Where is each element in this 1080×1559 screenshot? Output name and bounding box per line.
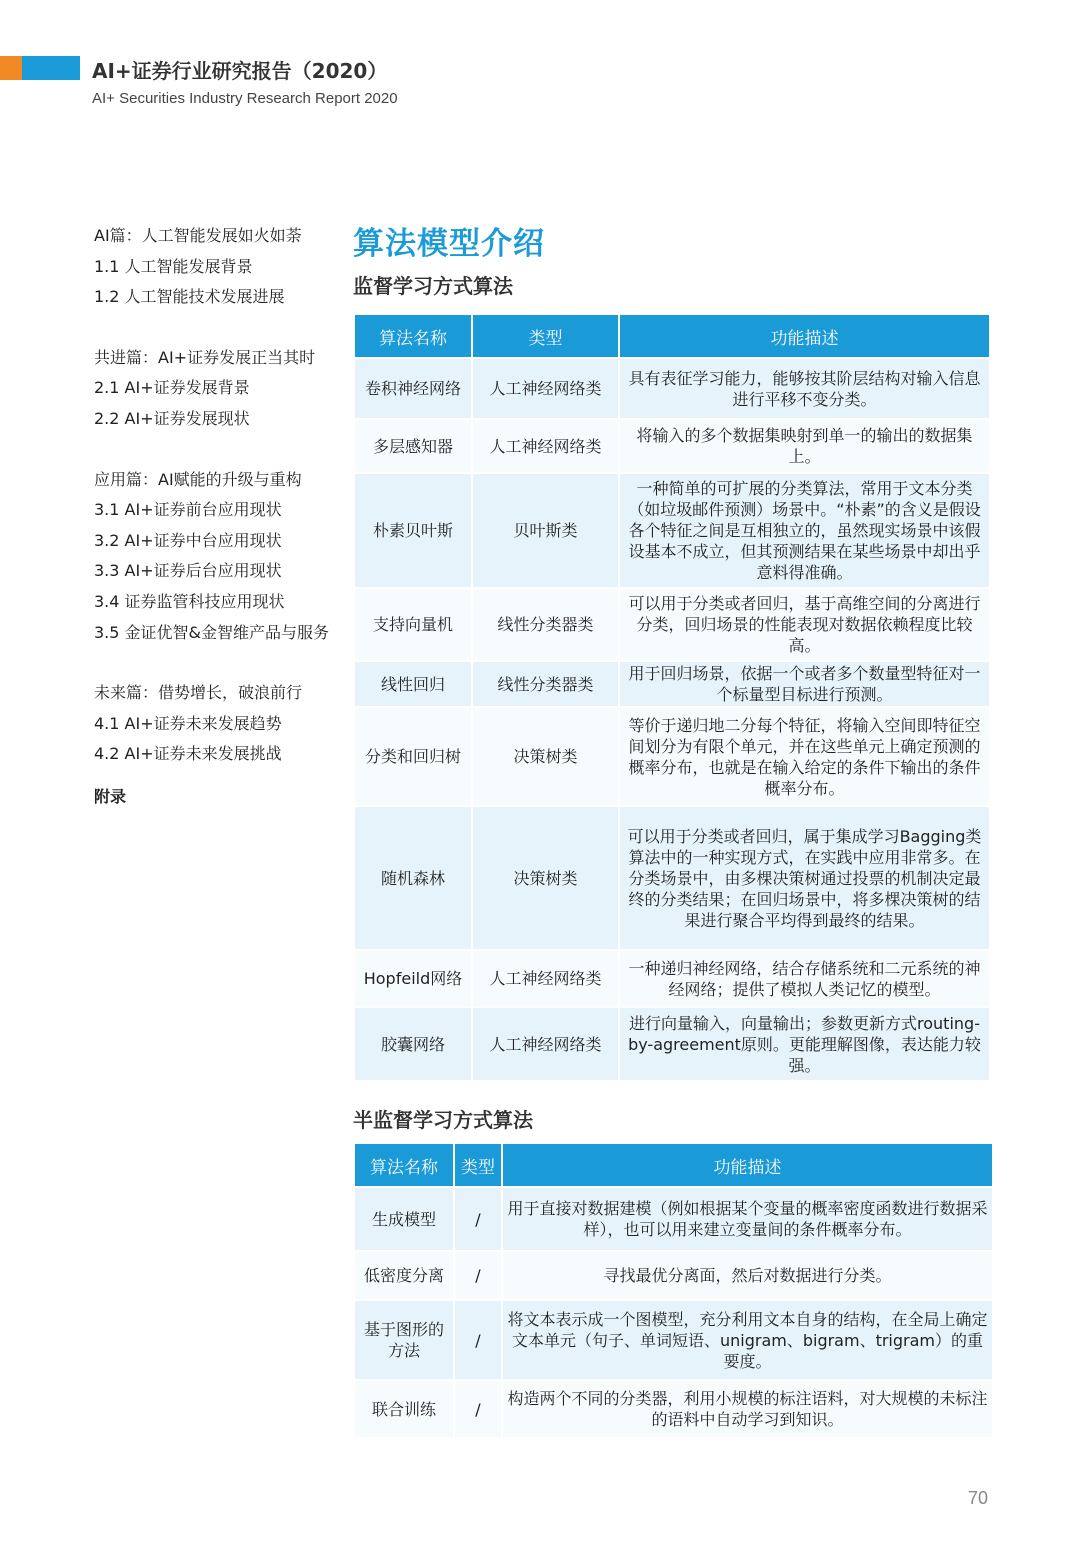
header-accent-orange bbox=[0, 56, 22, 80]
algorithm-name: 多层感知器 bbox=[354, 419, 472, 473]
algorithm-type: 线性分类器类 bbox=[472, 661, 619, 707]
toc-item[interactable]: 2.2 AI+证券发展现状 bbox=[94, 408, 250, 428]
algorithm-type: 决策树类 bbox=[472, 806, 619, 950]
algorithm-description: 一种递归神经网络，结合存储系统和二元系统的神经网络；提供了模拟人类记忆的模型。 bbox=[619, 950, 990, 1007]
algorithm-description: 寻找最优分离面，然后对数据进行分类。 bbox=[502, 1251, 993, 1300]
table-row bbox=[354, 1187, 993, 1251]
table-row bbox=[354, 806, 990, 950]
table-row bbox=[354, 588, 990, 661]
table-row bbox=[354, 661, 990, 707]
column-header: 类型 bbox=[454, 1143, 502, 1187]
algorithm-type: / bbox=[454, 1300, 502, 1380]
algorithm-description: 用于回归场景，依据一个或者多个数量型特征对一个标量型目标进行预测。 bbox=[619, 661, 990, 707]
algorithm-name: 随机森林 bbox=[354, 806, 472, 950]
toc-item[interactable]: 未来篇：借势增长，破浪前行 bbox=[94, 683, 303, 703]
algorithm-type: 贝叶斯类 bbox=[472, 473, 619, 588]
algorithm-type: 决策树类 bbox=[472, 707, 619, 806]
toc-item[interactable]: 应用篇：AI赋能的升级与重构 bbox=[94, 469, 302, 489]
table-row bbox=[354, 473, 990, 588]
column-header: 类型 bbox=[472, 314, 619, 358]
toc-item[interactable]: 4.2 AI+证券未来发展挑战 bbox=[94, 744, 282, 764]
algorithm-description: 可以用于分类或者回归，属于集成学习Bagging类算法中的一种实现方式，在实践中应用非常多。在分类场景中，由多棵决策树通过投票的机制决定最终的分类结果；在回归场景中，将多棵决策树的结果进行聚合平均得到最终的结果。 bbox=[619, 806, 990, 950]
table-header-row bbox=[354, 1143, 993, 1187]
table-row bbox=[354, 1380, 993, 1438]
algorithm-name: 朴素贝叶斯 bbox=[354, 473, 472, 588]
toc-item[interactable]: 共进篇：AI+证券发展正当其时 bbox=[94, 347, 316, 367]
toc-group-future bbox=[94, 681, 354, 773]
column-header: 算法名称 bbox=[354, 314, 472, 358]
report-subtitle: AI+ Securities Industry Research Report 2020 bbox=[92, 90, 398, 107]
algorithm-description: 将文本表示成一个图模型，充分利用文本自身的结构，在全局上确定文本单元（句子、单词短语、unigram、bigram、trigram）的重要度。 bbox=[502, 1300, 993, 1380]
algorithm-type: 人工神经网络类 bbox=[472, 419, 619, 473]
algorithm-type: / bbox=[454, 1187, 502, 1251]
report-title: AI+证券行业研究报告（2020） bbox=[92, 59, 388, 83]
toc-group-cooperation bbox=[94, 346, 354, 438]
algorithm-name: 支持向量机 bbox=[354, 588, 472, 661]
table-row bbox=[354, 1007, 990, 1081]
column-header: 算法名称 bbox=[354, 1143, 454, 1187]
algorithm-name: 基于图形的方法 bbox=[354, 1300, 454, 1380]
algorithm-description: 一种简单的可扩展的分类算法，常用于文本分类（如垃圾邮件预测）场景中。“朴素”的含义是假设各个特征之间是互相独立的，虽然现实场景中该假设基本不成立，但其预测结果在某些场景中却出乎意料得准确。 bbox=[619, 473, 990, 588]
page-title: 算法模型介绍 bbox=[353, 226, 545, 262]
toc-item[interactable]: 3.3 AI+证券后台应用现状 bbox=[94, 561, 282, 581]
toc-group-ai bbox=[94, 224, 354, 316]
semi-supervised-algorithm-table bbox=[353, 1142, 994, 1439]
column-header: 功能描述 bbox=[502, 1143, 993, 1187]
toc-item[interactable]: 3.2 AI+证券中台应用现状 bbox=[94, 530, 282, 550]
algorithm-description: 构造两个不同的分类器，利用小规模的标注语料，对大规模的未标注的语料中自动学习到知识。 bbox=[502, 1380, 993, 1438]
algorithm-name: 联合训练 bbox=[354, 1380, 454, 1438]
algorithm-type: 人工神经网络类 bbox=[472, 1007, 619, 1081]
toc-item[interactable]: 3.1 AI+证券前台应用现状 bbox=[94, 500, 282, 520]
toc-item[interactable]: 1.1 人工智能发展背景 bbox=[94, 256, 253, 276]
algorithm-name: 卷积神经网络 bbox=[354, 358, 472, 419]
table-row bbox=[354, 1251, 993, 1300]
table-header-row bbox=[354, 314, 990, 358]
toc-item[interactable]: 4.1 AI+证券未来发展趋势 bbox=[94, 713, 282, 733]
column-header: 功能描述 bbox=[619, 314, 990, 358]
toc-item[interactable]: AI篇：人工智能发展如火如荼 bbox=[94, 226, 302, 245]
toc-item[interactable]: 1.2 人工智能技术发展进展 bbox=[94, 287, 285, 307]
toc-item[interactable]: 3.4 证券监管科技应用现状 bbox=[94, 591, 285, 611]
algorithm-type: 人工神经网络类 bbox=[472, 358, 619, 419]
toc-item[interactable]: 2.1 AI+证券发展背景 bbox=[94, 378, 250, 398]
table-row bbox=[354, 707, 990, 806]
header-accent-blue bbox=[22, 56, 80, 80]
algorithm-description: 等价于递归地二分每个特征，将输入空间即特征空间划分为有限个单元，并在这些单元上确定预测的概率分布，也就是在输入给定的条件下输出的条件概率分布。 bbox=[619, 707, 990, 806]
section-title-semi-supervised: 半监督学习方式算法 bbox=[353, 1108, 533, 1132]
section-title-supervised: 监督学习方式算法 bbox=[353, 274, 513, 298]
supervised-algorithm-table bbox=[353, 313, 991, 1082]
algorithm-name: 分类和回归树 bbox=[354, 707, 472, 806]
algorithm-name: 低密度分离 bbox=[354, 1251, 454, 1300]
table-row bbox=[354, 950, 990, 1007]
algorithm-description: 进行向量输入，向量输出；参数更新方式routing-by-agreement原则。更能理解图像，表达能力较强。 bbox=[619, 1007, 990, 1081]
algorithm-name: 胶囊网络 bbox=[354, 1007, 472, 1081]
algorithm-type: / bbox=[454, 1251, 502, 1300]
algorithm-description: 可以用于分类或者回归，基于高维空间的分离进行分类，回归场景的性能表现对数据依赖程度比较高。 bbox=[619, 588, 990, 661]
algorithm-name: Hopfeild网络 bbox=[354, 950, 472, 1007]
algorithm-name: 线性回归 bbox=[354, 661, 472, 707]
page-number: 70 bbox=[968, 1488, 989, 1508]
algorithm-type: 线性分类器类 bbox=[472, 588, 619, 661]
algorithm-type: / bbox=[454, 1380, 502, 1438]
algorithm-description: 具有表征学习能力，能够按其阶层结构对输入信息进行平移不变分类。 bbox=[619, 358, 990, 419]
algorithm-description: 将输入的多个数据集映射到单一的输出的数据集上。 bbox=[619, 419, 990, 473]
table-row bbox=[354, 1300, 993, 1380]
table-of-contents bbox=[94, 224, 354, 816]
toc-group-application bbox=[94, 468, 354, 652]
table-row bbox=[354, 419, 990, 473]
algorithm-name: 生成模型 bbox=[354, 1187, 454, 1251]
toc-item[interactable]: 3.5 金证优智&金智维产品与服务 bbox=[94, 622, 330, 642]
table-row bbox=[354, 358, 990, 419]
algorithm-description: 用于直接对数据建模（例如根据某个变量的概率密度函数进行数据采样），也可以用来建立变量间的条件概率分布。 bbox=[502, 1187, 993, 1251]
algorithm-type: 人工神经网络类 bbox=[472, 950, 619, 1007]
toc-appendix[interactable]: 附录 bbox=[94, 786, 127, 806]
